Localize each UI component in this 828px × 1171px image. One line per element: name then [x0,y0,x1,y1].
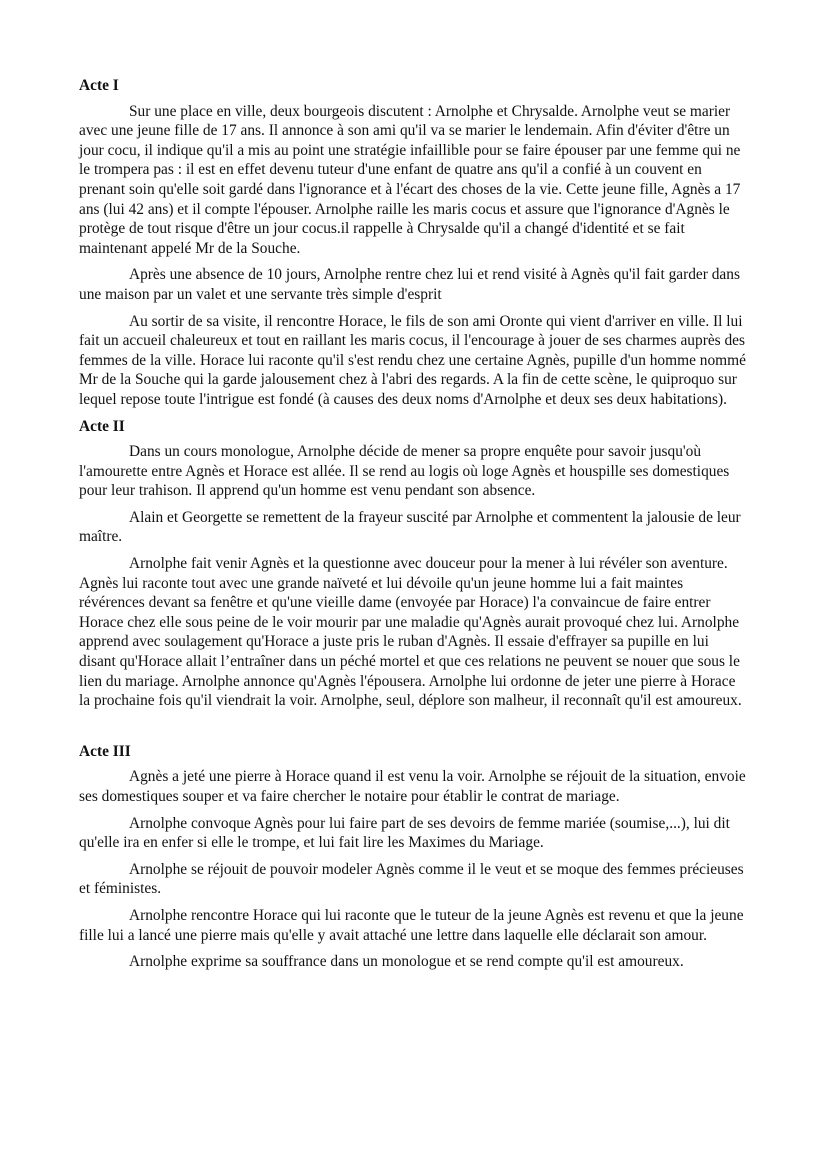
act-2-paragraph-3: Arnolphe fait venir Agnès et la questionne avec douceur pour la mener à lui révéler son aventure. Agnès lui raconte tout avec une grande naïveté et lui dévoile qu'un jeune homme lui a fait maintes révérences devant sa fenêtre et qu'une vieille dame (envoyée par Horace) l'a convaincue de faire entrer Horace chez elle sous peine de le voir mourir par une maladie qu'Agnès aurait provoqué chez lui. Arnolphe apprend avec soulagement qu'Horace a juste pris le ruban d'Agnès. Il essaie d'effrayer sa pupille en lui disant qu'Horace allait l’entraîner dans un péché mortel et que ces relations ne peuvent se nouer que sous le lien du mariage. Arnolphe annonce qu'Agnès l'épousera. Arnolphe lui ordonne de jeter une pierre à Horace la prochaine fois qu'il viendrait la voir. Arnolphe, seul, déplore son malheur, il reconnaît qu'il est amoureux. [79,555,742,710]
act-2-section [79,417,748,711]
act-3-paragraph-5: Arnolphe exprime sa souffrance dans un monologue et se rend compte qu'il est amoureux. [129,953,684,971]
act-1-paragraph-3: Au sortir de sa visite, il rencontre Horace, le fils de son ami Oronte qui vient d'arriver en ville. Il lui fait un accueil chaleureux et tout en raillant les maris cocus, il l'encourage à jouer de ses charmes auprès des femmes de la ville. Horace lui raconte qu'il s'est rendu chez une certaine Agnès, pupille d'un homme nommé Mr de la Souche qui la garde jalousement chez à l'abri des regards. A la fin de cette scène, le quiproquo sur lequel repose toute l'intrigue est fondé (à causes des deux noms d'Arnolphe et deux ses deux habitations). [79,312,746,408]
act-2-paragraph-2: Alain et Georgette se remettent de la frayeur suscité par Arnolphe et commentent la jalousie de leur maître. [79,508,741,546]
act-1-section [79,76,748,410]
act-3-section [79,742,748,972]
section-spacer [79,718,748,742]
act-2-heading: Acte II [79,417,125,435]
document-page [79,76,748,979]
act-1-paragraph-1: Sur une place en ville, deux bourgeois discutent : Arnolphe et Chrysalde. Arnolphe veut se marier avec une jeune fille de 17 ans. Il annonce à son ami qu'il va se marier le lendemain. Afin d'éviter d'être un jour cocu, il indique qu'il a mis au point une stratégie infaillible pour se faire épouser par une femme qui ne le trompera pas : il est en effet devenu tuteur d'une enfant de quatre ans qu'il a confié à un couvent en prenant soin qu'elle soit gardé dans l'ignorance et à l'écart des choses de la vie. Cette jeune fille, Agnès a 17 ans (lui 42 ans) et il compte l'épouser. Arnolphe raille les maris cocus et assure que l'ignorance d'Agnès le protège de tout risque d'être un jour cocus.il rappelle à Chrysalde qu'il a changé d'identité et se fait maintenant appelé Mr de la Souche. [79,102,741,257]
act-3-paragraph-4: Arnolphe rencontre Horace qui lui raconte que le tuteur de la jeune Agnès est revenu et que la jeune fille lui a lancé une pierre mais qu'elle y avait attaché une lettre dans laquelle elle déclarait son amour. [79,906,744,944]
act-3-paragraph-3: Arnolphe se réjouit de pouvoir modeler Agnès comme il le veut et se moque des femmes précieuses et féministes. [79,860,744,898]
act-1-heading: Acte I [79,77,119,94]
act-1-paragraph-2: Après une absence de 10 jours, Arnolphe rentre chez lui et rend visité à Agnès qu'il fait garder dans une maison par un valet et une servante très simple d'esprit [79,266,740,303]
act-3-paragraph-2: Arnolphe convoque Agnès pour lui faire part de ses devoirs de femme mariée (soumise,...), lui dit qu'elle ira en enfer si elle le trompe, et lui fait lire les Maximes du Mariage. [79,814,730,852]
act-3-heading: Acte III [79,742,131,760]
act-2-paragraph-1: Dans un cours monologue, Arnolphe décide de mener sa propre enquête pour savoir jusqu'où l'amourette entre Agnès et Horace est allée. Il se rend au logis où loge Agnès et houspille ses domestiques pour leur trahison. Il apprend qu'un homme est venu pendant son absence. [79,443,730,500]
act-3-paragraph-1: Agnès a jeté une pierre à Horace quand il est venu la voir. Arnolphe se réjouit de la situation, envoie ses domestiques souper et va faire chercher le notaire pour établir le contrat de mariage. [79,768,746,805]
